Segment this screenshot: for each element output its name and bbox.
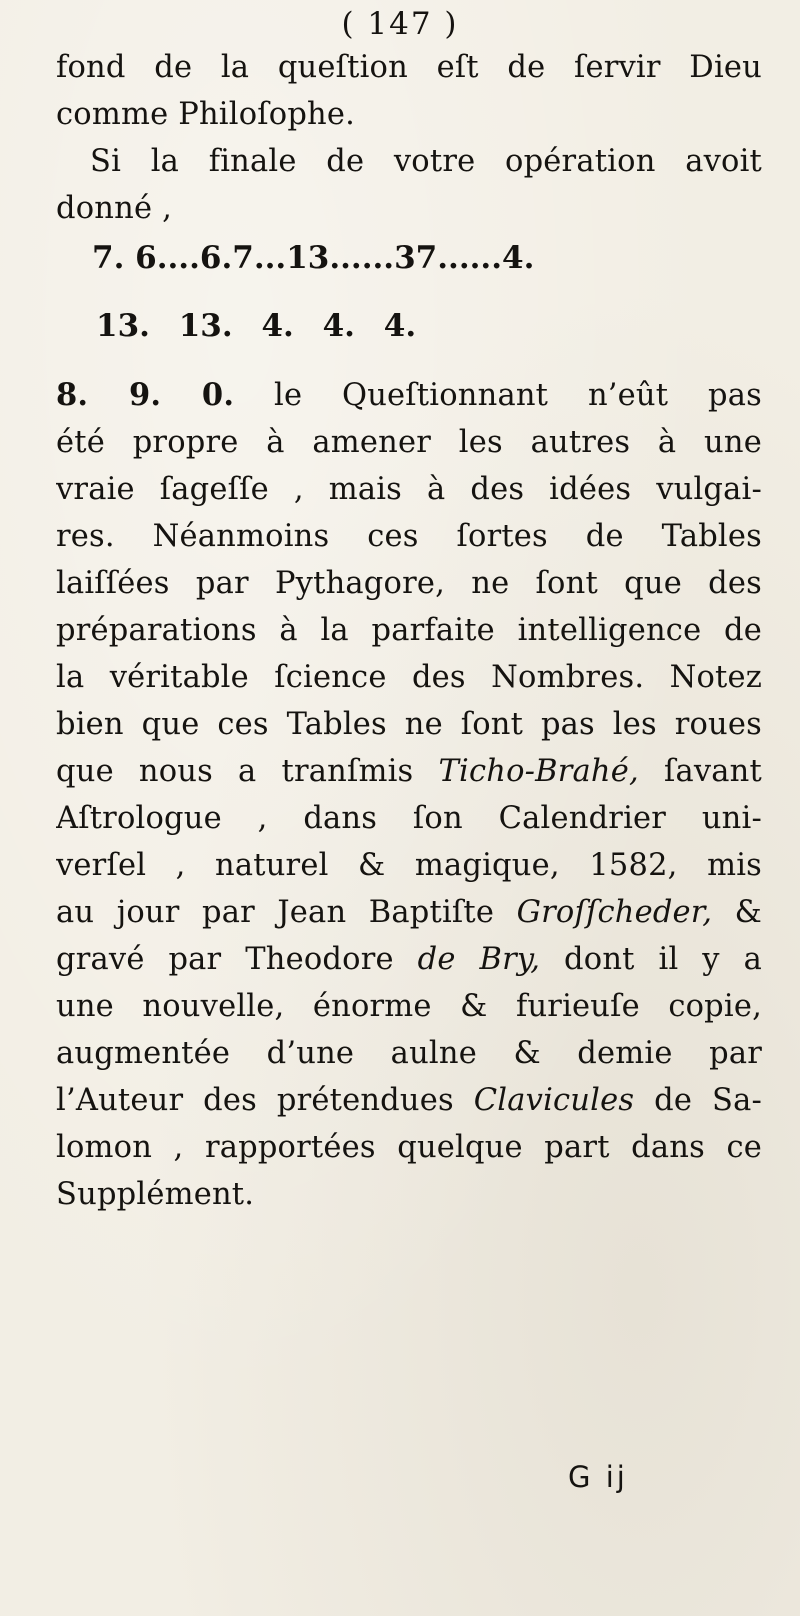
italic-title: Clavicules: [473, 1083, 635, 1118]
text-line: vraie ſageſſe , mais à des idées vulgai-: [56, 472, 762, 507]
paragraph-2: [56, 372, 762, 1218]
italic-name: de Bry,: [417, 942, 541, 977]
text-line: été propre à amener les autres à une: [56, 425, 762, 460]
number-row-2: 13. 13. 4. 4. 4.: [96, 308, 417, 344]
text-line: gravé par Theodore de Bry, dont il y a: [56, 942, 762, 977]
text-line: lomon , rapportées quelque part dans ce: [56, 1130, 762, 1165]
text-line: verſel , naturel & magique, 1582, mis: [56, 848, 762, 883]
text-line: préparations à la parfaite intelligence de: [56, 613, 762, 648]
text-line: la véritable ſcience des Nombres. Notez: [56, 660, 762, 695]
text-line: Supplément.: [56, 1177, 255, 1212]
paragraph-1: [56, 44, 762, 232]
text-line: comme Philoſophe.: [56, 97, 356, 132]
text-line: res. Néanmoins ces ſortes de Tables: [56, 519, 762, 554]
italic-name: Groſſcheder,: [516, 895, 713, 930]
text-line: 8. 9. 0. le Queſtionnant n’eût pas: [56, 377, 762, 413]
text-line: bien que ces Tables ne ſont pas les roues: [56, 707, 762, 742]
signature-mark: G ij: [568, 1460, 628, 1494]
text-line: donné ,: [56, 191, 173, 226]
number-row-1: 7. 6....6.7...13......37......4.: [92, 240, 535, 276]
text-line: Si la finale de votre opération avoit: [90, 144, 762, 179]
text-line: fond de la queſtion eſt de ſervir Dieu: [56, 50, 762, 85]
page-number: ( 147 ): [341, 6, 459, 42]
text-line: Aſtrologue , dans ſon Calendrier uni-: [56, 801, 762, 836]
text-line: une nouvelle, énorme & furieuſe copie,: [56, 989, 762, 1024]
number-row-3: 8. 9. 0.: [56, 377, 235, 413]
italic-name: Ticho-Brahé,: [438, 754, 639, 789]
text-line: que nous a tranſmis Ticho-Brahé, ſavant: [56, 754, 762, 789]
text-line: laiſſées par Pythagore, ne ſont que des: [56, 566, 762, 601]
text-line: l’Auteur des prétendues Clavicules de Sa-: [56, 1083, 762, 1118]
text-line: au jour par Jean Baptiſte Groſſcheder, &: [56, 895, 762, 930]
text-line: augmentée d’une aulne & demie par: [56, 1036, 762, 1071]
